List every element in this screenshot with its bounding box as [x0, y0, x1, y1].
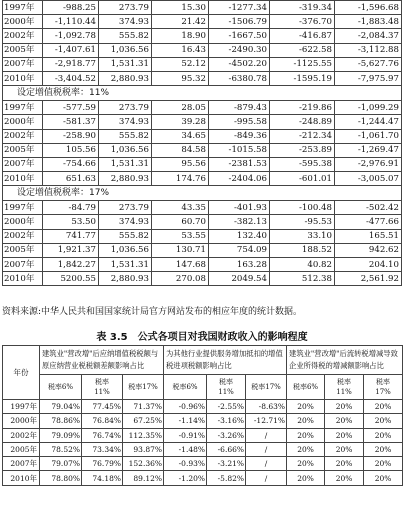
table-row [3, 71, 402, 85]
value-cell: 20% [325, 400, 364, 414]
value-cell: 374.93 [99, 15, 152, 29]
year-cell: 2000年 [3, 414, 40, 428]
value-cell: 188.52 [270, 243, 335, 257]
year-cell: 2010年 [3, 71, 43, 85]
value-cell: 20% [287, 414, 325, 428]
value-cell: 20% [364, 442, 403, 456]
year-cell: 2002年 [3, 229, 43, 243]
table-row [3, 43, 402, 57]
value-cell: -1,596.68 [335, 1, 402, 15]
value-cell: -1277.34 [209, 1, 270, 15]
tax-impact-table [2, 0, 402, 286]
rate-subheader: 税率 11% [82, 375, 123, 400]
rate-subheader: 税率 11% [207, 375, 246, 400]
value-cell: 741.77 [43, 229, 99, 243]
table-row [3, 215, 402, 229]
year-cell: 2000年 [3, 15, 43, 29]
value-cell: 1,842.27 [43, 258, 99, 272]
value-cell: -2,084.37 [335, 29, 402, 43]
value-cell: 20% [287, 457, 325, 471]
value-cell: 5200.55 [43, 272, 99, 286]
value-cell: 1,036.56 [99, 143, 152, 157]
value-cell: 555.82 [99, 129, 152, 143]
value-cell: 53.50 [43, 215, 99, 229]
value-cell: 95.32 [152, 71, 209, 85]
value-cell: 163.28 [209, 258, 270, 272]
value-cell: -95.53 [270, 215, 335, 229]
value-cell: 20% [364, 471, 403, 485]
value-cell: 165.51 [335, 229, 402, 243]
rate-section-title: 设定增值税税率：17% [3, 186, 402, 201]
value-cell: -319.34 [270, 1, 335, 15]
value-cell: -0.96% [164, 400, 207, 414]
value-cell: 20% [325, 471, 364, 485]
value-cell: -12.71% [246, 414, 287, 428]
value-cell: 1,921.37 [43, 243, 99, 257]
value-cell: -382.13 [209, 215, 270, 229]
value-cell: -6.66% [207, 442, 246, 456]
value-cell: -2.55% [207, 400, 246, 414]
year-cell: 2010年 [3, 172, 43, 186]
year-cell: 2007年 [3, 258, 43, 272]
value-cell: -622.58 [270, 43, 335, 57]
value-cell: -1,110.44 [43, 15, 99, 29]
value-cell: -849.36 [209, 129, 270, 143]
value-cell: / [246, 457, 287, 471]
value-cell: 651.63 [43, 172, 99, 186]
value-cell: 89.12% [123, 471, 164, 485]
value-cell: -0.91% [164, 428, 207, 442]
year-cell: 2002年 [3, 428, 40, 442]
value-cell: 60.70 [152, 215, 209, 229]
table-row [3, 201, 402, 215]
value-cell: -8.63% [246, 400, 287, 414]
value-cell: 15.30 [152, 1, 209, 15]
value-cell: 20% [364, 457, 403, 471]
value-cell: -2490.30 [209, 43, 270, 57]
value-cell: 374.93 [99, 115, 152, 129]
year-cell: 2007年 [3, 157, 43, 171]
value-cell: 79.04% [40, 400, 82, 414]
rate-subheader: 税率 17% [364, 375, 403, 400]
value-cell: 78.86% [40, 414, 82, 428]
value-cell: 71.37% [123, 400, 164, 414]
value-cell: -995.58 [209, 115, 270, 129]
value-cell: -595.38 [270, 157, 335, 171]
value-cell: 33.10 [270, 229, 335, 243]
year-cell: 2000年 [3, 215, 43, 229]
value-cell: -401.93 [209, 201, 270, 215]
value-cell: 79.07% [40, 457, 82, 471]
value-cell: 76.84% [82, 414, 123, 428]
year-cell: 2005年 [3, 43, 43, 57]
value-cell: 20% [364, 400, 403, 414]
value-cell: -1,269.47 [335, 143, 402, 157]
year-cell: 2000年 [3, 115, 43, 129]
group-header-3: 建筑业"营改增"后流转税增减导致企业所得税的增减额影响占比 [287, 346, 403, 375]
table-row [3, 172, 402, 186]
value-cell: -3.16% [207, 414, 246, 428]
table-row [3, 428, 403, 442]
value-cell: 20% [364, 414, 403, 428]
value-cell: 84.58 [152, 143, 209, 157]
value-cell: 16.43 [152, 43, 209, 57]
value-cell: / [246, 471, 287, 485]
value-cell: 20% [287, 442, 325, 456]
value-cell: -4502.20 [209, 57, 270, 71]
value-cell: -502.42 [335, 201, 402, 215]
value-cell: 73.34% [82, 442, 123, 456]
value-cell: -1.20% [164, 471, 207, 485]
year-cell: 2010年 [3, 471, 40, 485]
value-cell: -3.21% [207, 457, 246, 471]
value-cell: -212.34 [270, 129, 335, 143]
value-cell: 1,531.31 [99, 57, 152, 71]
year-cell: 1997年 [3, 101, 43, 115]
value-cell: 67.25% [123, 414, 164, 428]
value-cell: -5,627.76 [335, 57, 402, 71]
rate-section-row [3, 186, 402, 201]
rate-subheader: 税率6% [287, 375, 325, 400]
value-cell: 273.79 [99, 101, 152, 115]
value-cell: 78.80% [40, 471, 82, 485]
subheader-row [3, 375, 403, 400]
value-cell: -258.90 [43, 129, 99, 143]
value-cell: 2,880.93 [99, 172, 152, 186]
value-cell: 20% [325, 428, 364, 442]
value-cell: -253.89 [270, 143, 335, 157]
value-cell: 95.56 [152, 157, 209, 171]
value-cell: -3,404.52 [43, 71, 99, 85]
value-cell: -1,244.47 [335, 115, 402, 129]
value-cell: -7,975.97 [335, 71, 402, 85]
value-cell: 76.79% [82, 457, 123, 471]
value-cell: -0.93% [164, 457, 207, 471]
rate-subheader: 税率6% [40, 375, 82, 400]
value-cell: 18.90 [152, 29, 209, 43]
value-cell: 53.55 [152, 229, 209, 243]
value-cell: -577.59 [43, 101, 99, 115]
year-cell: 2010年 [3, 272, 43, 286]
value-cell: 147.68 [152, 258, 209, 272]
value-cell: -1,061.70 [335, 129, 402, 143]
value-cell: -879.43 [209, 101, 270, 115]
year-cell: 2007年 [3, 57, 43, 71]
value-cell: 20% [364, 428, 403, 442]
value-cell: 1,036.56 [99, 243, 152, 257]
tax-impact-table-body [3, 1, 402, 286]
value-cell: 20% [325, 442, 364, 456]
value-cell: 204.10 [335, 258, 402, 272]
fiscal-impact-table-body [3, 400, 403, 486]
value-cell: 555.82 [99, 229, 152, 243]
value-cell: -376.70 [270, 15, 335, 29]
value-cell: 112.35% [123, 428, 164, 442]
value-cell: 2,561.92 [335, 272, 402, 286]
table-row [3, 229, 402, 243]
value-cell: 754.09 [209, 243, 270, 257]
value-cell: -84.79 [43, 201, 99, 215]
value-cell: / [246, 442, 287, 456]
value-cell: / [246, 428, 287, 442]
value-cell: 1,531.31 [99, 157, 152, 171]
table-row [3, 157, 402, 171]
value-cell: 52.12 [152, 57, 209, 71]
value-cell: -2381.53 [209, 157, 270, 171]
year-cell: 2002年 [3, 129, 43, 143]
value-cell: -1,407.61 [43, 43, 99, 57]
value-cell: 132.40 [209, 229, 270, 243]
value-cell: 20% [325, 414, 364, 428]
value-cell: 34.65 [152, 129, 209, 143]
value-cell: 20% [287, 471, 325, 485]
rate-section-row [3, 86, 402, 101]
value-cell: -1595.19 [270, 71, 335, 85]
table-row [3, 57, 402, 71]
value-cell: 40.82 [270, 258, 335, 272]
year-header: 年份 [3, 346, 40, 400]
value-cell: -248.89 [270, 115, 335, 129]
year-cell: 1997年 [3, 400, 40, 414]
value-cell: -1506.79 [209, 15, 270, 29]
value-cell: 74.18% [82, 471, 123, 485]
table-row [3, 457, 403, 471]
table-row [3, 272, 402, 286]
table-row [3, 414, 403, 428]
value-cell: 942.62 [335, 243, 402, 257]
rate-subheader: 税率17% [246, 375, 287, 400]
value-cell: 43.35 [152, 201, 209, 215]
table-row [3, 143, 402, 157]
table-row [3, 15, 402, 29]
table-caption: 表 3.5 公式各项目对我国财政收入的影响程度 [96, 332, 308, 343]
value-cell: 78.52% [40, 442, 82, 456]
value-cell: -1,883.48 [335, 15, 402, 29]
value-cell: -988.25 [43, 1, 99, 15]
table-row [3, 243, 402, 257]
value-cell: 152.36% [123, 457, 164, 471]
value-cell: 174.76 [152, 172, 209, 186]
value-cell: 21.42 [152, 15, 209, 29]
value-cell: 130.71 [152, 243, 209, 257]
rate-subheader: 税率 11% [325, 375, 364, 400]
group-header-2: 为其他行业提供服务增加抵扣的增值税进项税额影响占比 [164, 346, 287, 375]
value-cell: -601.01 [270, 172, 335, 186]
value-cell: -1125.55 [270, 57, 335, 71]
value-cell: 2049.54 [209, 272, 270, 286]
value-cell: -1.48% [164, 442, 207, 456]
value-cell: 93.87% [123, 442, 164, 456]
value-cell: 105.56 [43, 143, 99, 157]
value-cell: -581.37 [43, 115, 99, 129]
value-cell: -2,918.77 [43, 57, 99, 71]
value-cell: -1015.58 [209, 143, 270, 157]
value-cell: 79.09% [40, 428, 82, 442]
value-cell: -6380.78 [209, 71, 270, 85]
value-cell: -3,112.88 [335, 43, 402, 57]
table-row [3, 29, 402, 43]
value-cell: 39.28 [152, 115, 209, 129]
value-cell: -5.82% [207, 471, 246, 485]
value-cell: -1,092.78 [43, 29, 99, 43]
value-cell: 77.45% [82, 400, 123, 414]
value-cell: -1,099.29 [335, 101, 402, 115]
year-cell: 1997年 [3, 201, 43, 215]
year-cell: 2007年 [3, 457, 40, 471]
value-cell: 1,036.56 [99, 43, 152, 57]
value-cell: 512.38 [270, 272, 335, 286]
value-cell: -100.48 [270, 201, 335, 215]
value-cell: 2,880.93 [99, 272, 152, 286]
value-cell: 270.08 [152, 272, 209, 286]
table-row [3, 471, 403, 485]
fiscal-impact-table [2, 345, 403, 486]
value-cell: 273.79 [99, 201, 152, 215]
value-cell: -754.66 [43, 157, 99, 171]
value-cell: -416.87 [270, 29, 335, 43]
value-cell: -2404.06 [209, 172, 270, 186]
value-cell: 20% [287, 428, 325, 442]
table-row [3, 442, 403, 456]
table-row [3, 1, 402, 15]
value-cell: -477.66 [335, 215, 402, 229]
rate-section-title: 设定增值税税率：11% [3, 86, 402, 101]
table-row [3, 101, 402, 115]
table-row [3, 115, 402, 129]
table-row [3, 129, 402, 143]
value-cell: -2,976.91 [335, 157, 402, 171]
value-cell: -1.14% [164, 414, 207, 428]
value-cell: -3.26% [207, 428, 246, 442]
value-cell: 20% [287, 400, 325, 414]
value-cell: 374.93 [99, 215, 152, 229]
value-cell: -219.86 [270, 101, 335, 115]
value-cell: -3,005.07 [335, 172, 402, 186]
value-cell: 1,531.31 [99, 258, 152, 272]
value-cell: 273.79 [99, 1, 152, 15]
table-row [3, 258, 402, 272]
value-cell: 20% [325, 457, 364, 471]
value-cell: 76.74% [82, 428, 123, 442]
year-cell: 2002年 [3, 29, 43, 43]
table-row [3, 400, 403, 414]
rate-subheader: 税率17% [123, 375, 164, 400]
year-cell: 2005年 [3, 143, 43, 157]
year-cell: 2005年 [3, 243, 43, 257]
value-cell: 2,880.93 [99, 71, 152, 85]
rate-subheader: 税率6% [164, 375, 207, 400]
source-note: 资料来源:中华人民共和国国家统计局官方网站发布的相应年度的统计数据。 [2, 307, 303, 317]
value-cell: 555.82 [99, 29, 152, 43]
value-cell: 28.05 [152, 101, 209, 115]
year-cell: 1997年 [3, 1, 43, 15]
year-cell: 2005年 [3, 442, 40, 456]
value-cell: -1667.50 [209, 29, 270, 43]
group-header-1: 建筑业"营改增"后应纳增值税税额与原应纳营业税税额差额影响占比 [40, 346, 164, 375]
